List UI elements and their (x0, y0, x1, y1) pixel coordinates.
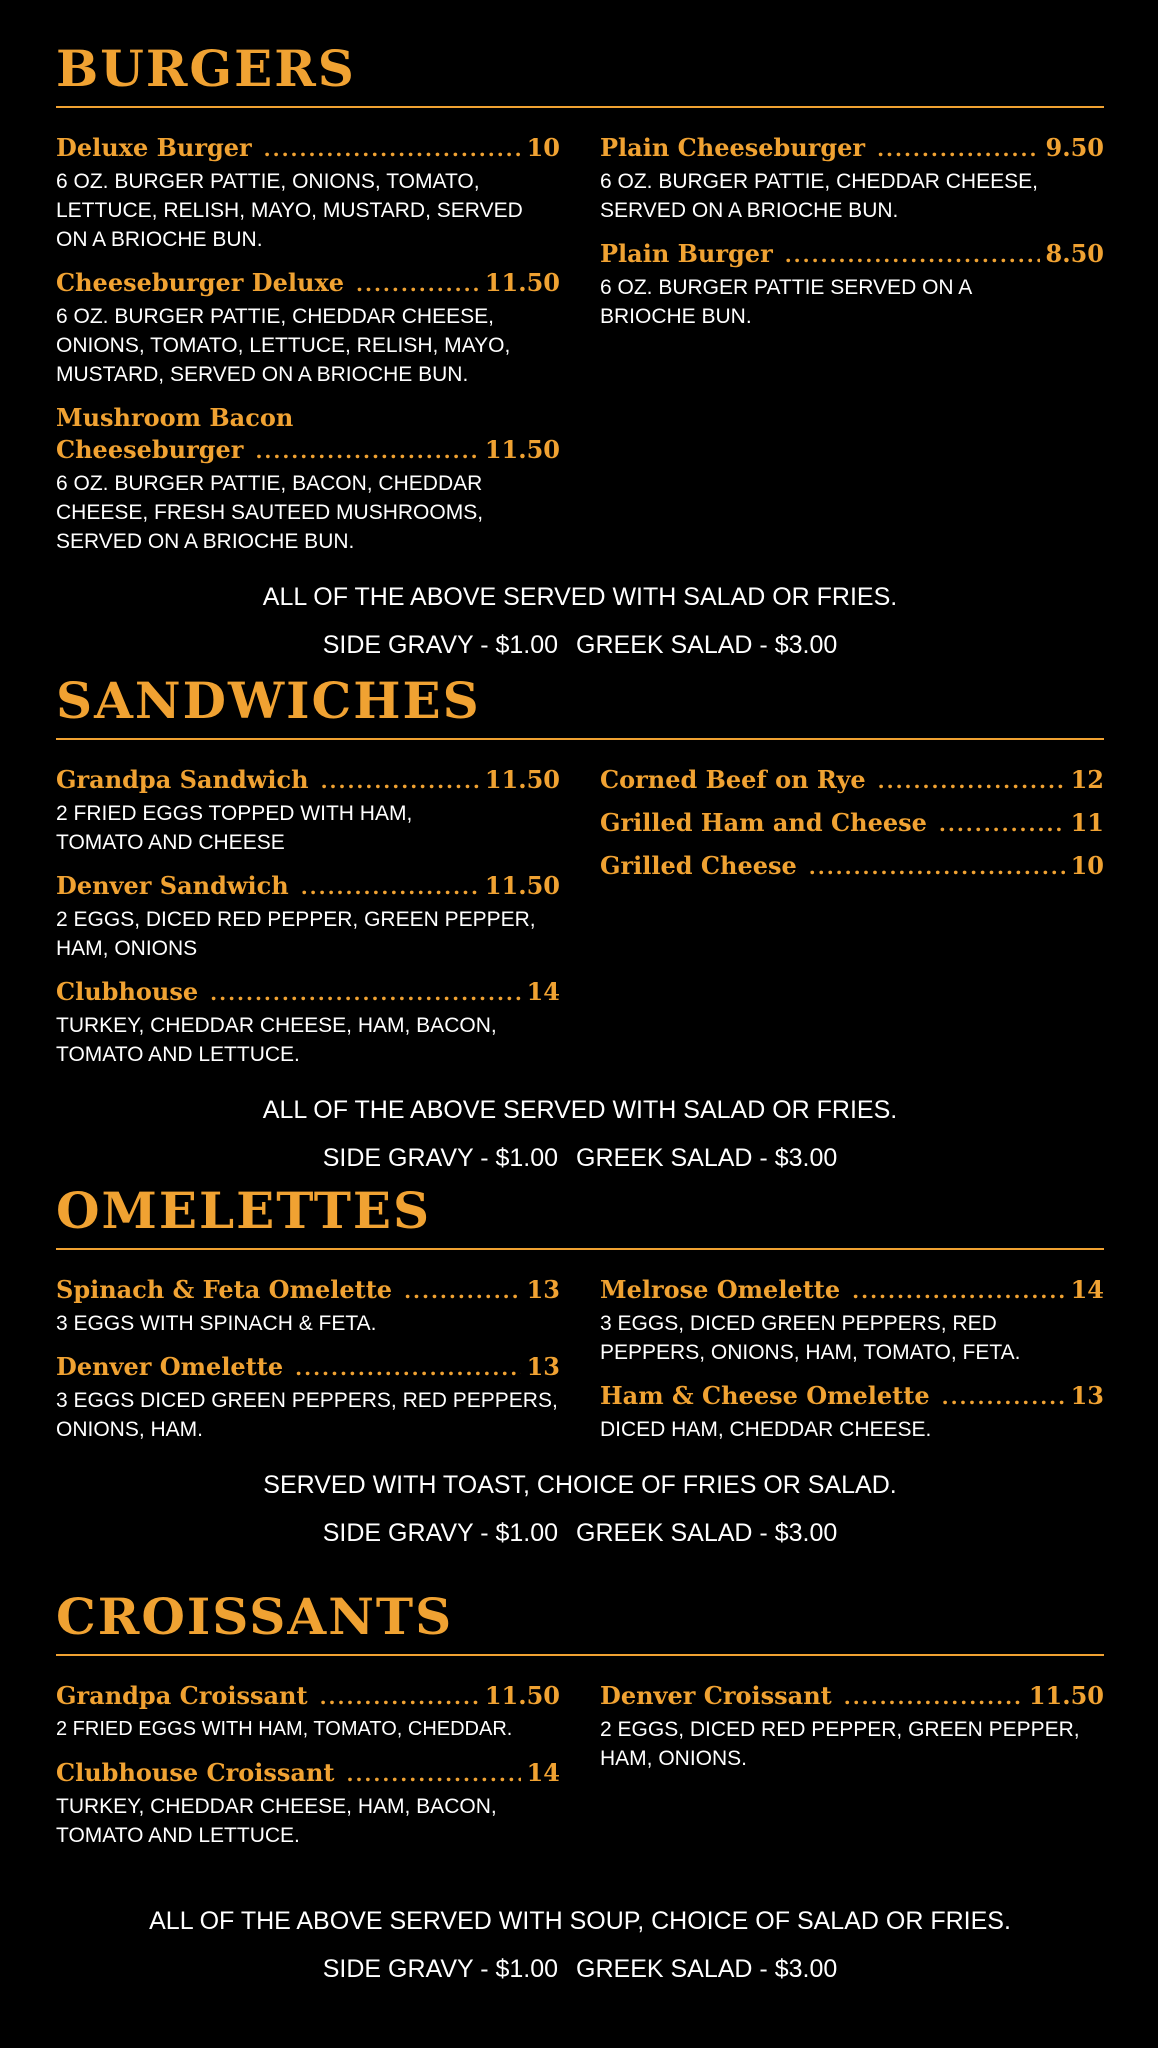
item-name: Melrose Omelette (600, 1275, 841, 1304)
omelettes-title: OMELETTES (56, 1181, 432, 1240)
item-name: Denver Croissant (600, 1681, 832, 1710)
item-price: 12 (1070, 765, 1104, 794)
greek-salad-price: GREEK SALAD - $3.00 (576, 1519, 838, 1547)
section-note: ALL OF THE ABOVE SERVED WITH SOUP, CHOICE OF SALAD OR FRIES. (149, 1907, 1011, 1935)
menu-item (600, 807, 1104, 840)
item-description: TURKEY, CHEDDAR CHEESE, HAM, BACON, TOMATO AND LETTUCE. (56, 1014, 497, 1066)
leader-dots (356, 268, 479, 300)
menu-item (56, 1757, 560, 1850)
item-price: 10 (526, 133, 560, 162)
section-note: ALL OF THE ABOVE SERVED WITH SALAD OR FRIES. (262, 583, 898, 611)
leader-dots (939, 808, 1065, 840)
menu-item (56, 1274, 560, 1338)
item-name: Grilled Cheese (600, 851, 797, 880)
menu-item (600, 1380, 1104, 1444)
item-price: 11.50 (484, 871, 560, 900)
item-name: Deluxe Burger (56, 133, 252, 162)
sandwiches-title: SANDWICHES (56, 671, 481, 730)
item-description: 2 EGGS, DICED RED PEPPER, GREEN PEPPER, HAM, ONIONS. (600, 1718, 1080, 1770)
burgers-section (56, 39, 1104, 661)
item-name: Grandpa Croissant (56, 1681, 308, 1710)
item-description: 6 OZ. BURGER PATTIE, CHEDDAR CHEESE, SERVED ON A BRIOCHE BUN. (600, 170, 1038, 222)
menu-item (56, 870, 560, 963)
menu-item (600, 1680, 1104, 1773)
item-description: 3 EGGS DICED GREEN PEPPERS, RED PEPPERS, ONIONS, HAM. (56, 1389, 558, 1441)
leader-dots (301, 871, 479, 903)
item-price: 13 (1070, 1381, 1104, 1410)
item-name: Grilled Ham and Cheese (600, 808, 927, 837)
menu-item (56, 402, 560, 556)
item-price: 14 (526, 1758, 560, 1787)
burgers-left-column (56, 132, 560, 569)
croissants-section (56, 1587, 1104, 1985)
burgers-right-column (600, 132, 1104, 569)
side-gravy-price: SIDE GRAVY - $1.00 (322, 1955, 559, 1983)
section-note: ALL OF THE ABOVE SERVED WITH SALAD OR FRIES. (262, 1096, 898, 1124)
item-price: 11.50 (484, 1681, 560, 1710)
leader-dots (255, 435, 478, 467)
section-note: SERVED WITH TOAST, CHOICE OF FRIES OR SALAD. (263, 1471, 897, 1499)
menu-item (56, 132, 560, 254)
item-price: 11.50 (1028, 1681, 1104, 1710)
item-description: 6 OZ. BURGER PATTIE, CHEDDAR CHEESE, ONIONS, TOMATO, LETTUCE, RELISH, MAYO, MUSTARD, SERVED ON A BRIOCHE BUN. (56, 305, 511, 386)
leader-dots (809, 851, 1065, 883)
croissants-divider (56, 1654, 1104, 1656)
item-price: 8.50 (1045, 239, 1104, 268)
menu-item (600, 1274, 1104, 1367)
leader-dots (295, 1352, 520, 1384)
item-description: 2 FRIED EGGS TOPPED WITH HAM, TOMATO AND CHEESE (56, 802, 413, 854)
omelettes-left-column (56, 1274, 560, 1457)
item-name-line1: Mushroom Bacon (56, 403, 294, 432)
extras-line (56, 1142, 1104, 1174)
item-price: 11.50 (484, 765, 560, 794)
leader-dots (210, 977, 520, 1009)
side-gravy-price: SIDE GRAVY - $1.00 (322, 631, 559, 659)
leader-dots (878, 765, 1065, 797)
extras-line (56, 1953, 1104, 1985)
leader-dots (321, 765, 479, 797)
menu-item (600, 764, 1104, 797)
leader-dots (264, 133, 521, 165)
croissants-title: CROISSANTS (56, 1587, 454, 1646)
sandwiches-divider (56, 738, 1104, 740)
item-description: 6 OZ. BURGER PATTIE SERVED ON A BRIOCHE BUN. (600, 276, 972, 328)
item-name: Corned Beef on Rye (600, 765, 866, 794)
item-name: Ham & Cheese Omelette (600, 1381, 930, 1410)
item-name: Denver Sandwich (56, 871, 289, 900)
side-gravy-price: SIDE GRAVY - $1.00 (322, 1519, 559, 1547)
item-description: 6 OZ. BURGER PATTIE, BACON, CHEDDAR CHEESE, FRESH SAUTEED MUSHROOMS, SERVED ON A BRIOCHE BUN. (56, 472, 484, 553)
side-gravy-price: SIDE GRAVY - $1.00 (322, 1144, 559, 1172)
item-description: 3 EGGS WITH SPINACH & FETA. (56, 1312, 377, 1335)
greek-salad-price: GREEK SALAD - $3.00 (576, 631, 838, 659)
menu-item (56, 764, 560, 857)
leader-dots (852, 1275, 1064, 1307)
croissants-left-column (56, 1680, 560, 1863)
item-description: 2 FRIED EGGS WITH HAM, TOMATO, CHEDDAR. (56, 1718, 513, 1740)
item-description: 6 OZ. BURGER PATTIE, ONIONS, TOMATO, LETTUCE, RELISH, MAYO, MUSTARD, SERVED ON A BRIOCHE BUN. (56, 170, 523, 251)
item-name: Clubhouse Croissant (56, 1758, 335, 1787)
item-price: 10 (1070, 851, 1104, 880)
menu-item (56, 1680, 560, 1744)
leader-dots (877, 133, 1039, 165)
item-description: 2 EGGS, DICED RED PEPPER, GREEN PEPPER, HAM, ONIONS (56, 908, 536, 960)
sandwiches-section (56, 671, 1104, 1174)
menu-item (600, 850, 1104, 883)
item-price: 11.50 (484, 435, 560, 464)
leader-dots (320, 1681, 479, 1713)
item-name: Plain Burger (600, 239, 773, 268)
menu-item (56, 976, 560, 1069)
item-price: 11.50 (484, 268, 560, 297)
menu-item (56, 1351, 560, 1444)
item-description: TURKEY, CHEDDAR CHEESE, HAM, BACON, TOMATO AND LETTUCE. (56, 1795, 497, 1847)
croissants-right-column (600, 1680, 1104, 1863)
item-price: 14 (1070, 1275, 1104, 1304)
sandwiches-right-column (600, 764, 1104, 1082)
leader-dots (844, 1681, 1023, 1713)
item-price: 14 (526, 977, 560, 1006)
item-name: Clubhouse (56, 977, 199, 1006)
item-name: Grandpa Sandwich (56, 765, 309, 794)
sandwiches-left-column (56, 764, 560, 1082)
omelettes-divider (56, 1248, 1104, 1250)
item-description: 3 EGGS, DICED GREEN PEPPERS, RED PEPPERS, ONIONS, HAM, TOMATO, FETA. (600, 1312, 1021, 1364)
item-price: 13 (526, 1275, 560, 1304)
item-name: Denver Omelette (56, 1352, 284, 1381)
leader-dots (404, 1275, 521, 1307)
omelettes-right-column (600, 1274, 1104, 1457)
item-name: Spinach & Feta Omelette (56, 1275, 393, 1304)
greek-salad-price: GREEK SALAD - $3.00 (576, 1144, 838, 1172)
extras-line (56, 629, 1104, 661)
menu-item (600, 238, 1104, 331)
menu-item (600, 132, 1104, 225)
burgers-title: BURGERS (56, 39, 356, 98)
leader-dots (942, 1381, 1065, 1413)
leader-dots (785, 239, 1040, 271)
leader-dots (346, 1758, 520, 1790)
item-price: 11 (1070, 808, 1104, 837)
extras-line (56, 1517, 1104, 1549)
burgers-divider (56, 106, 1104, 108)
omelettes-section (56, 1181, 1104, 1549)
item-name: Plain Cheeseburger (600, 133, 866, 162)
menu-item (56, 267, 560, 389)
item-price: 9.50 (1045, 133, 1104, 162)
item-price: 13 (526, 1352, 560, 1381)
item-description: DICED HAM, CHEDDAR CHEESE. (600, 1418, 932, 1441)
item-name: Cheeseburger (56, 435, 244, 464)
item-name: Cheeseburger Deluxe (56, 268, 345, 297)
greek-salad-price: GREEK SALAD - $3.00 (576, 1955, 838, 1983)
